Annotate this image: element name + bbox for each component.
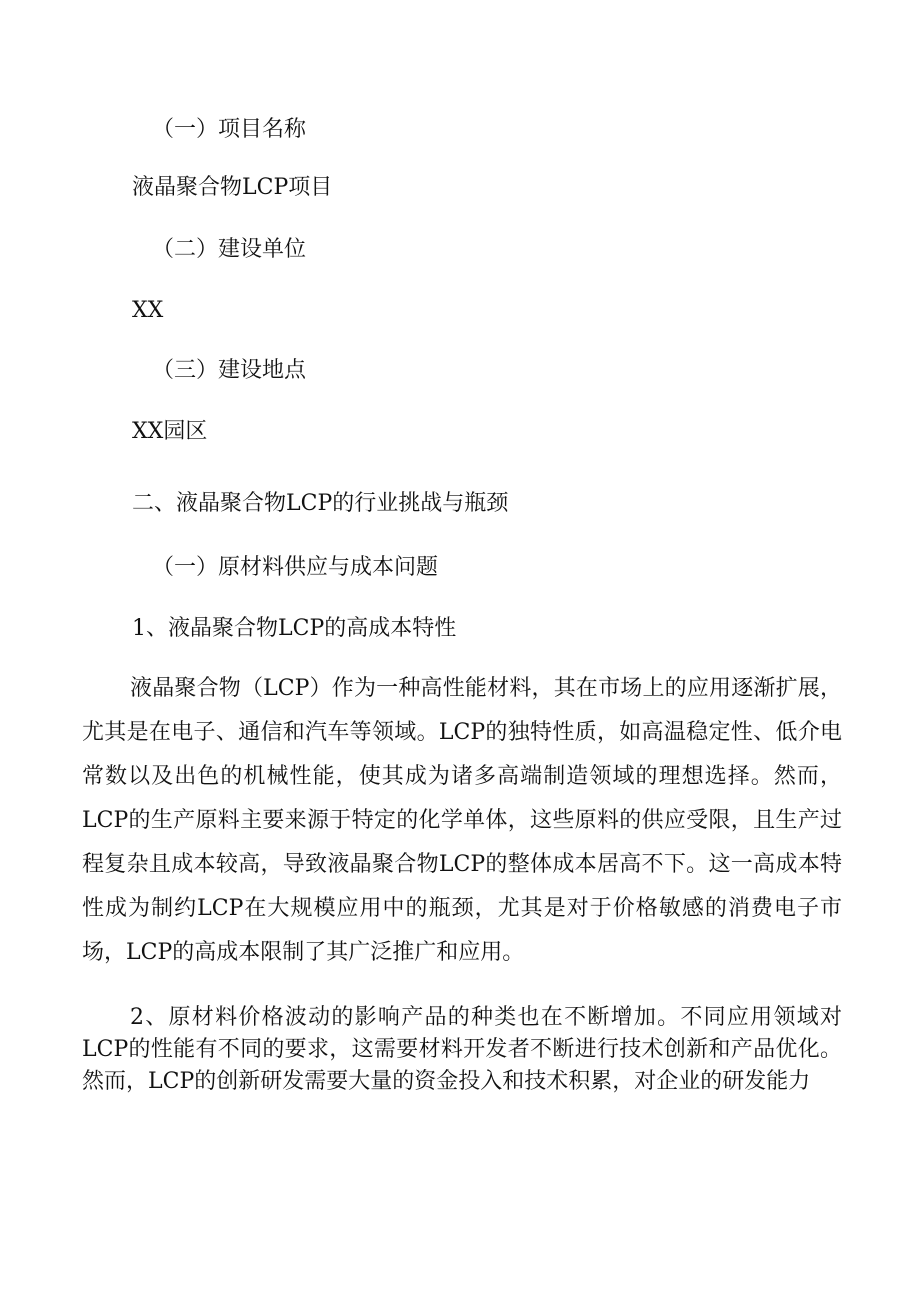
heading-project-name: （一）项目名称 bbox=[152, 117, 307, 142]
heading-location: （三）建设地点 bbox=[152, 358, 307, 383]
builder-value: XX bbox=[132, 298, 164, 323]
item-1-title: 1、液晶聚合物LCP的高成本特性 bbox=[132, 616, 457, 641]
location-value: XX园区 bbox=[132, 419, 208, 444]
paragraph-1: 液晶聚合物（LCP）作为一种高性能材料，其在市场上的应用逐渐扩展，尤其是在电子、通信和汽车等领域。LCP的独特性质，如高温稳定性、低介电常数以及出色的机械性能，使其成为诸多高端制造领域的理想选择。然而，LCP的生产原料主要来源于特定的化学单体，这些原料的供应受限，且生产过程复杂且成本较高，导致液晶聚合物LCP的整体成本居高不下。这一高成本特性成为制约LCP在大规模应用中的瓶颈，尤其是对于价格敏感的消费电子市场，LCP的高成本限制了其广泛推广和应用。 bbox=[82, 676, 842, 965]
heading-builder: （二）建设单位 bbox=[152, 237, 307, 262]
subsection-1-title: （一）原材料供应与成本问题 bbox=[152, 555, 439, 580]
section-2-title: 二、液晶聚合物LCP的行业挑战与瓶颈 bbox=[132, 491, 509, 516]
project-name-value: 液晶聚合物LCP项目 bbox=[132, 175, 333, 200]
paragraph-2: 2、原材料价格波动的影响产品的种类也在不断增加。不同应用领域对LCP的性能有不同的要求，这需要材料开发者不断进行技术创新和产品优化。然而，LCP的创新研发需要大量的资金投入和技术积累，对企业的研发能力 bbox=[82, 1005, 842, 1094]
